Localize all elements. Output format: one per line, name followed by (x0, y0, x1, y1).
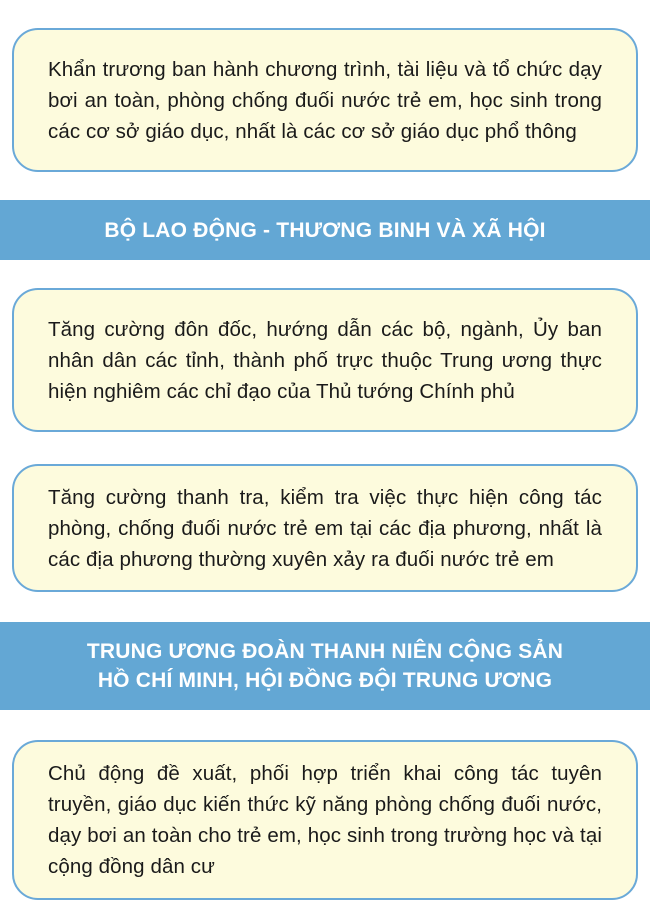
section-banner-molisa (0, 200, 650, 260)
section-banner-youth-union (0, 622, 650, 710)
task-card-swimming-program (12, 28, 638, 172)
task-card-text: Khẩn trương ban hành chương trình, tài liệu và tổ chức dạy bơi an toàn, phòng chống đuối nước trẻ em, học sinh trong các cơ sở giáo dục, nhất là các cơ sở giáo dục phổ thông (48, 57, 602, 143)
task-card-text: Chủ động đề xuất, phối hợp triển khai công tác tuyên truyền, giáo dục kiến thức kỹ năng phòng chống đuối nước, dạy bơi an toàn cho trẻ em, học sinh trong trường học và tại cộng đồng dân cư (48, 762, 602, 878)
task-card-inspection (12, 464, 638, 592)
task-card-text: Tăng cường thanh tra, kiểm tra việc thực hiện công tác phòng, chống đuối nước trẻ em tại các địa phương, nhất là các địa phương thường xuyên xảy ra đuối nước trẻ em (48, 485, 602, 571)
task-card-text: Tăng cường đôn đốc, hướng dẫn các bộ, ngành, Ủy ban nhân dân các tỉnh, thành phố trực thuộc Trung ương thực hiện nghiêm các chỉ đạo của Thủ tướng Chính phủ (48, 317, 602, 403)
task-card-urge-guidance (12, 288, 638, 432)
task-card-propaganda (12, 740, 638, 900)
section-banner-title-line-1: TRUNG ƯƠNG ĐOÀN THANH NIÊN CỘNG SẢN (86, 640, 564, 663)
section-banner-title: BỘ LAO ĐỘNG - THƯƠNG BINH VÀ XÃ HỘI (104, 218, 546, 242)
section-banner-title (67, 637, 583, 695)
section-banner-title-line-2: HỒ CHÍ MINH, HỘI ĐỒNG ĐỘI TRUNG ƯƠNG (97, 669, 553, 692)
